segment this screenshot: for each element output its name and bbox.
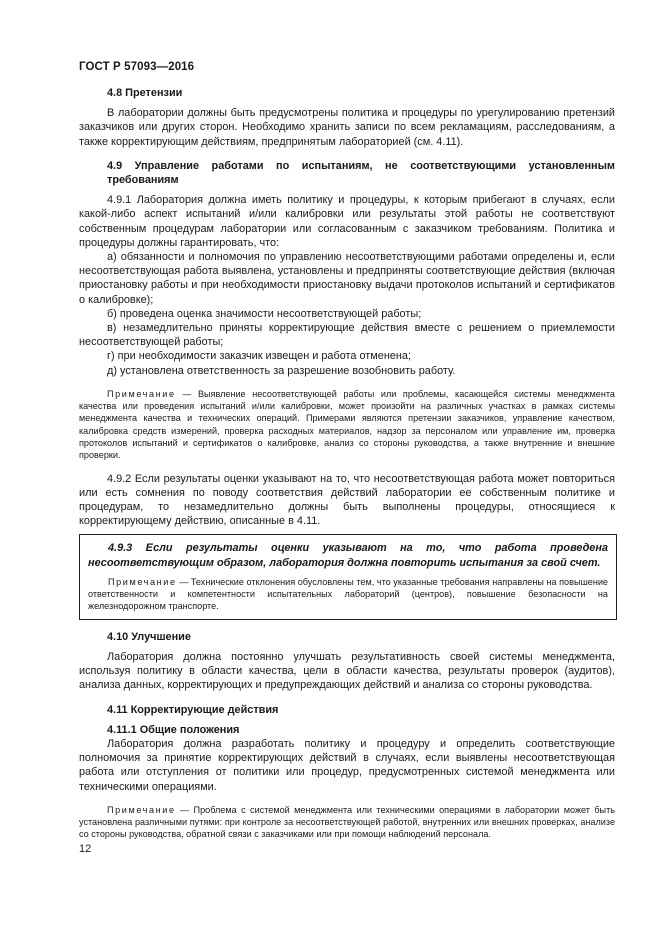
boxed-note — [88, 576, 608, 613]
note-dash: — — [175, 804, 194, 815]
paragraph: Лаборатория должна постоянно улучшать результативность своей системы менеджмента, используя политику в области качества, цели в области качества, результаты проверок (аудитов), анализа данных, корректирующих и предупреждающих действий и анализа со стороны руководства. — [79, 650, 615, 692]
paragraph: 4.9.1 Лаборатория должна иметь политику и процедуры, к которым прибегают в случаях, если какой-либо аспект испытаний и/или калибровки или результаты этой работы не соответствуют собственным процедурам лаборатории или согласованным с заказчиком требованиям. Политика и процедуры должны гарантировать, что: — [79, 194, 615, 249]
note — [79, 804, 615, 841]
boxed-requirement: 4.9.3 Если результаты оценки указывают на то, что работа проведена несоответствующим образом, лаборатория должна повторить испытания за свой счет. — [88, 542, 608, 569]
note-dash: — — [175, 388, 198, 399]
section-heading-4-10: 4.10 Улучшение — [107, 630, 191, 643]
note-label: Примечание — [107, 804, 176, 815]
note-label: Примечание — [108, 576, 177, 587]
list-item: а) обязанности и полномочия по управлению несоответствующими работами определены и, если несоответствующая работа выявлена, установлены и предприняты соответствующие действия (включая приостановку работы и при необходимости приостановку выдачи протоколов испытаний и сертификатов о калибровке); — [79, 251, 615, 306]
note-text: Выявление несоответствующей работы или проблемы, касающейся системы менеджмента качества или проведения испытаний и/или калибровки, может произойти на различных участках в рамках системы менеджмента качества и технических операций. Примерами являются претензии заказчиков, управление качеством, калибровка средств измерений, проверка расходных материалов, надзор за персоналом или управление им, проверка протоколов испытаний и сертификатов о калибровке, анализ со стороны руководства, а также внутренние и внешние проверки. — [79, 388, 615, 461]
note-label: Примечание — [107, 388, 176, 399]
note-dash: — — [176, 576, 191, 587]
document-body — [79, 86, 615, 841]
paragraph: 4.9.2 Если результаты оценки указывают на то, что несоответствующая работа может повториться или есть сомнения по поводу соответствия действий лаборатории ее собственным политике и процедурам, то незамедлительно должны быть выполнены процедуры, относящиеся к корректирующему действию, описанные в 4.11. — [79, 472, 615, 528]
note-text: Технические отклонения обусловлены тем, что указанные требования направлены на повышение ответственности и компетентности испытательных лабораторий (центров), повышение безопасности на железнодорожном транспорте. — [88, 576, 608, 612]
list-item: д) установлена ответственность за разрешение возобновить работу. — [107, 364, 456, 377]
note-text: Проблема с системой менеджмента или техническими операциями в лаборатории может быть установлена различными путями: при контроле за несоответствующей работой, внутренних или внешних проверках, анализе со стороны руководства, обратной связи с заказчиками или при помощи наблюдений персонала. — [79, 804, 615, 840]
note — [79, 388, 615, 462]
national-deviation-box — [79, 534, 617, 619]
list-item: г) при необходимости заказчик извещен и работа отменена; — [107, 350, 412, 363]
document-header: ГОСТ Р 57093—2016 — [79, 61, 195, 73]
list-item: в) незамедлительно приняты корректирующие действия вместе с решением о приемлемости несоответствующей работы; — [79, 322, 615, 349]
paragraph: В лаборатории должны быть предусмотрены политика и процедуры по урегулированию претензий заказчиков или других сторон. Необходимо хранить записи по всем рекламациям, расследованиям, а также корректирующим действиям, предпринятым лабораторией (см. 4.11). — [79, 107, 615, 148]
paragraph: Лаборатория должна разработать политику и процедуру и определить соответствующие полномочия за принятие корректирующих действий в случаях, если выявлены несоответствующая работа или отступления от политики или процедур, предусмотренных системой менеджмента или техническими операциями. — [79, 737, 615, 793]
page-number: 12 — [79, 843, 92, 855]
subsection-heading-4-11-1: 4.11.1 Общие положения — [107, 723, 240, 736]
list-item: б) проведена оценка значимости несоответствующей работы; — [107, 307, 422, 320]
section-heading-4-11: 4.11 Корректирующие действия — [107, 703, 279, 716]
section-heading-4-8: 4.8 Претензии — [107, 87, 183, 99]
section-heading-4-9: 4.9 Управление работами по испытаниям, не соответствующими установленным требованиям — [107, 159, 615, 187]
